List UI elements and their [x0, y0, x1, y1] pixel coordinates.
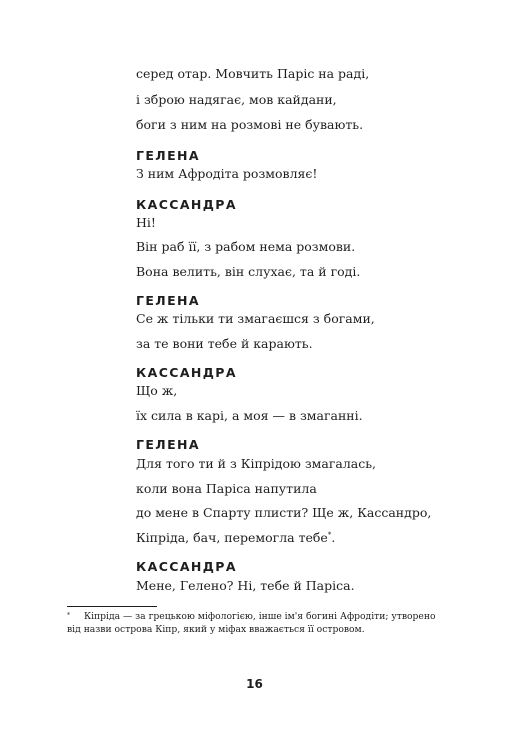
footnote-text-line: Кіпріда — за грецькою міфологією, інше ім'я богині Афродіти; утворено: [84, 611, 436, 622]
verse-line: і зброю надягає, мов кайдани,: [136, 92, 337, 107]
verse-line: їх сила в карі, а моя — в змаганні.: [136, 408, 363, 423]
speaker-name: ГЕЛЕНА: [136, 148, 200, 163]
footnote-reference: *: [327, 530, 332, 539]
verse-line: Що ж,: [136, 383, 178, 398]
verse-line: [136, 530, 335, 546]
verse-line: Мене, Гелено? Ні, тебе й Паріса.: [136, 578, 355, 593]
verse-line: Вона велить, він слухає, та й годі.: [136, 264, 361, 279]
verse-line: коли вона Паріса напутила: [136, 481, 317, 496]
footnote-mark: *: [67, 612, 70, 619]
verse-line: серед отар. Мовчить Паріс на раді,: [136, 66, 370, 81]
verse-line: до мене в Спарту плисти? Ще ж, Кассандро,: [136, 505, 432, 520]
speaker-name: ГЕЛЕНА: [136, 437, 200, 452]
speaker-name: КАССАНДРА: [136, 365, 237, 380]
verse-line: за те вони тебе й карають.: [136, 336, 313, 351]
verse-line: З ним Афродіта розмовляє!: [136, 166, 318, 181]
verse-line: Для того ти й з Кіпрідою змагалась,: [136, 456, 377, 471]
speaker-name: КАССАНДРА: [136, 197, 237, 212]
verse-line: Ні!: [136, 215, 156, 230]
verse-line: Він раб її, з рабом нема розмови.: [136, 239, 356, 254]
page-number: 16: [246, 677, 263, 691]
speaker-name: ГЕЛЕНА: [136, 293, 200, 308]
footnote-text-line: від назви острова Кіпр, який у міфах вважається її островом.: [67, 624, 365, 635]
speaker-name: КАССАНДРА: [136, 559, 237, 574]
verse-text: Кіпріда, бач, перемогла тебе: [136, 530, 328, 545]
verse-punctuation: .: [331, 530, 336, 545]
verse-line: Се ж тільки ти змагаєшся з богами,: [136, 311, 375, 326]
verse-line: боги з ним на розмові не бувають.: [136, 117, 364, 132]
footnote-divider: [67, 606, 157, 607]
